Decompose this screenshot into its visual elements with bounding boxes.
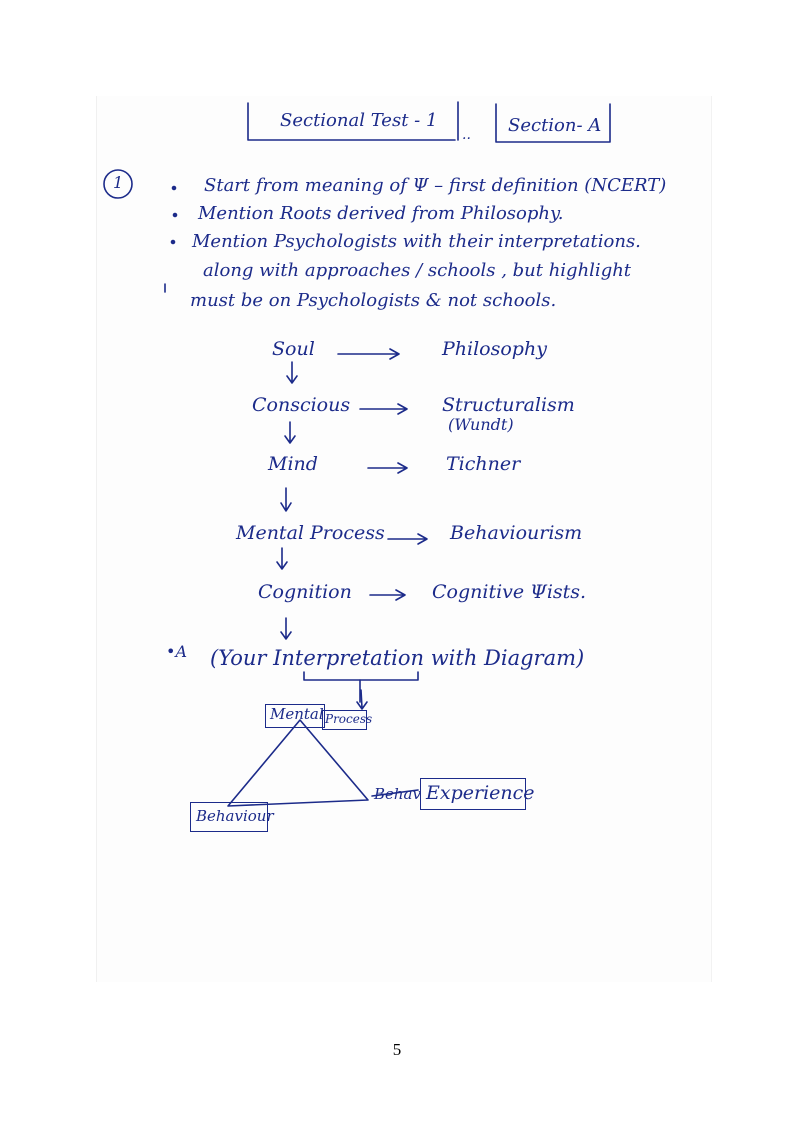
- flow-approach: Philosophy: [442, 338, 547, 360]
- bullet-marker: •A: [166, 642, 187, 661]
- bullet-dot: [172, 241, 175, 244]
- flow-term: Mental Process: [236, 522, 385, 544]
- struck-word: Behav: [374, 785, 421, 803]
- header-dots: ..: [462, 127, 471, 143]
- brace-underline: [304, 672, 418, 680]
- right-arrow: [368, 463, 407, 473]
- section-label: Section- A: [508, 115, 602, 136]
- flow-approach: Tichner: [446, 453, 521, 475]
- page-number: 5: [392, 1040, 402, 1059]
- bullet-dot: [173, 187, 176, 190]
- right-arrow: [360, 404, 407, 414]
- experience-label: Experience: [426, 782, 535, 804]
- triangle: [228, 720, 368, 806]
- flow-term: Cognition: [258, 581, 352, 603]
- flow-note: (Wundt): [448, 415, 514, 434]
- bullet-line: along with approaches / schools , but highlight: [203, 260, 632, 281]
- right-arrow: [388, 534, 427, 544]
- behaviour-label: Behaviour: [196, 807, 274, 825]
- flow-term: Soul: [272, 338, 315, 360]
- down-arrow: [287, 362, 297, 383]
- interpretation-heading: (Your Interpretation with Diagram): [210, 646, 585, 670]
- down-arrow: [277, 548, 287, 569]
- right-arrow: [370, 590, 405, 600]
- flow-term: Mind: [268, 453, 318, 475]
- down-arrow: [281, 488, 291, 511]
- brace-arrow: [357, 690, 367, 709]
- bullet-line: Mention Roots derived from Philosophy.: [198, 203, 564, 224]
- mental-label: Mental: [270, 705, 324, 723]
- bullet-line: Mention Psychologists with their interpretations.: [192, 231, 641, 252]
- flow-term: Conscious: [252, 394, 351, 416]
- process-label: Process: [325, 712, 373, 726]
- sectional-test-title: Sectional Test - 1: [280, 110, 438, 131]
- flow-approach: Cognitive Ψists.: [432, 581, 587, 603]
- down-arrow: [285, 422, 295, 443]
- bullet-line: must be on Psychologists & not schools.: [190, 290, 557, 311]
- flow-approach: Behaviourism: [450, 522, 583, 544]
- bullet-dot: [174, 214, 177, 217]
- question-number: 1: [113, 173, 124, 192]
- down-arrow: [281, 618, 291, 639]
- bullet-line: Start from meaning of Ψ – first definition (NCERT): [204, 175, 667, 196]
- flow-approach: Structuralism: [442, 394, 575, 416]
- right-arrow: [338, 349, 399, 359]
